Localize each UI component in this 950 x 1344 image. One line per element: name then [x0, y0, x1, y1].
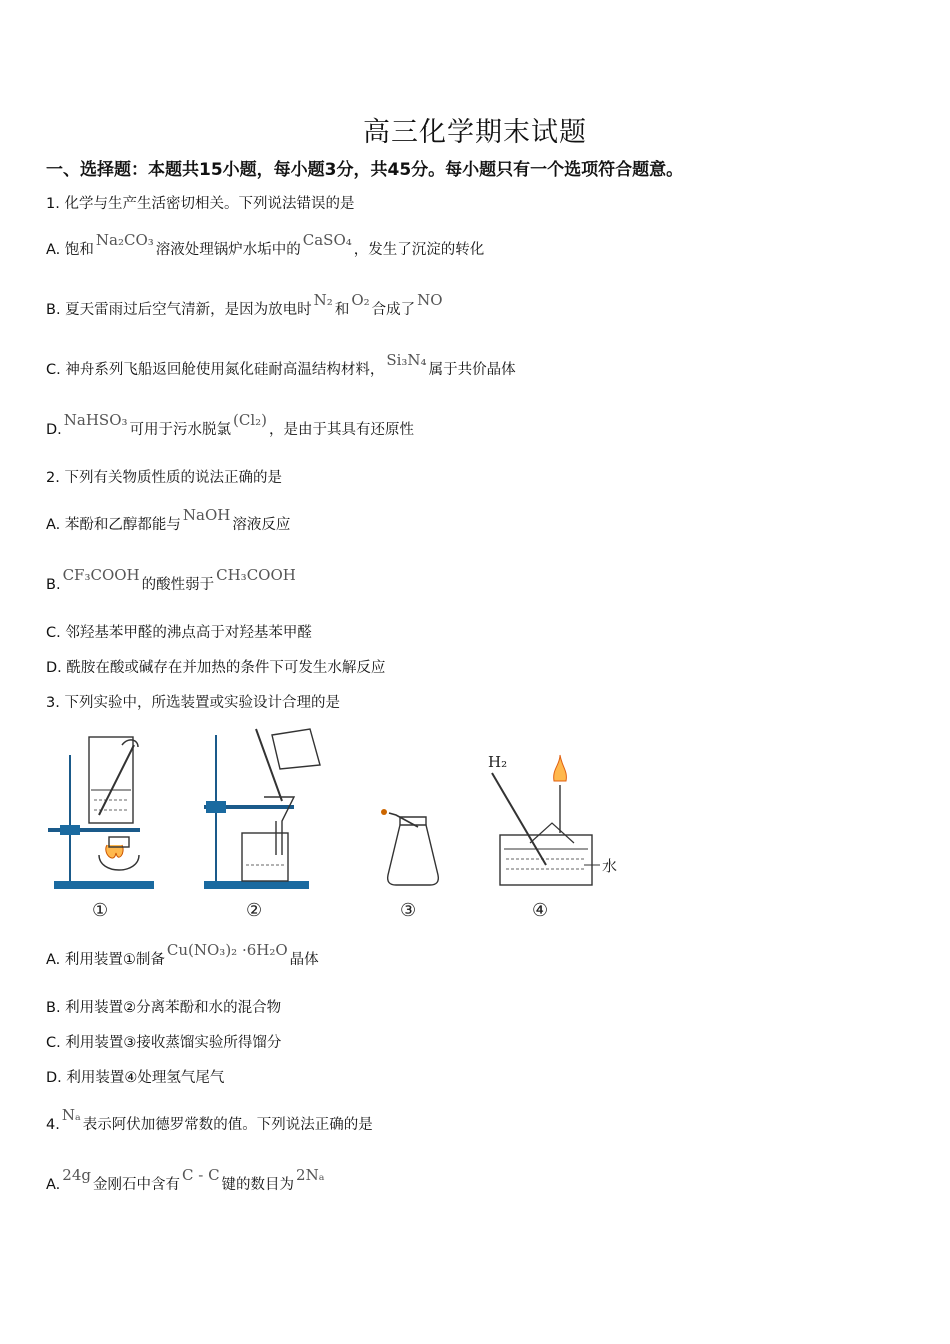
- option-text: 溶液处理锅炉水垢中的: [155, 242, 301, 258]
- option-text: C. 神舟系列飞船返回舱使用氮化硅耐高温结构材料，: [46, 362, 385, 378]
- question-2-option-b: [46, 566, 298, 594]
- option-text: D.: [46, 422, 62, 438]
- formula: CaSO₄: [302, 231, 352, 249]
- formula: Nₐ: [61, 1106, 81, 1124]
- question-3-option-c: C. 利用装置③接收蒸馏实验所得馏分: [46, 1035, 282, 1051]
- apparatus-figure: [44, 725, 644, 925]
- formula: NaHSO₃: [63, 411, 128, 429]
- question-3-stem: 3. 下列实验中，所选装置或实验设计合理的是: [46, 695, 340, 711]
- option-text: 金刚石中含有: [92, 1177, 180, 1193]
- option-text: 键的数目为: [221, 1177, 295, 1193]
- question-number: 4.: [46, 1117, 60, 1133]
- option-text: 可用于污水脱氯: [129, 422, 232, 438]
- question-3-option-b: B. 利用装置②分离苯酚和水的混合物: [46, 1000, 282, 1016]
- figure-label-4: ④: [532, 900, 549, 921]
- figure-label-1: ①: [92, 900, 109, 921]
- figure-label-2: ②: [246, 900, 263, 921]
- formula: Si₃N₄: [386, 351, 427, 369]
- apparatus-1: [48, 737, 154, 889]
- option-text: 晶体: [289, 952, 319, 968]
- option-text: 溶液反应: [232, 517, 291, 533]
- question-1-option-c: [46, 351, 516, 379]
- question-3-option-d: D. 利用装置④处理氢气尾气: [46, 1070, 225, 1086]
- apparatus-3: [381, 809, 438, 885]
- figure-label-3: ③: [400, 900, 417, 921]
- formula: 2Nₐ: [296, 1166, 325, 1184]
- question-4-stem: [46, 1106, 373, 1134]
- formula: O₂: [351, 291, 370, 309]
- option-text: B. 夏天雷雨过后空气清新，是因为放电时: [46, 302, 312, 318]
- section-heading: 一、选择题：本题共15小题，每小题3分，共45分。每小题只有一个选项符合题意。: [46, 160, 684, 180]
- option-text: A.: [46, 1177, 61, 1193]
- formula: CF₃COOH: [62, 566, 140, 584]
- apparatus-4: [492, 755, 600, 885]
- question-text: 表示阿伏加德罗常数的值。下列说法正确的是: [82, 1117, 373, 1133]
- question-1-stem: 1. 化学与生产生活密切相关。下列说法错误的是: [46, 196, 355, 212]
- option-text: 属于共价晶体: [428, 362, 516, 378]
- question-2-stem: 2. 下列有关物质性质的说法正确的是: [46, 470, 282, 486]
- page-title: 高三化学期末试题: [363, 117, 587, 148]
- formula: N₂: [313, 291, 333, 309]
- question-1-option-d: [46, 411, 415, 439]
- question-2-option-a: [46, 506, 291, 534]
- option-text: A. 利用装置①制备: [46, 952, 165, 968]
- question-2-option-d: D. 酰胺在酸或碱存在并加热的条件下可发生水解反应: [46, 660, 386, 676]
- option-text: ，是由于其具有还原性: [269, 422, 415, 438]
- formula: CH₃COOH: [216, 566, 296, 584]
- question-1-option-b: [46, 291, 445, 319]
- formula: 24g: [62, 1166, 91, 1184]
- apparatus-2: [204, 729, 320, 889]
- option-text: A. 饱和: [46, 242, 94, 258]
- option-text: A. 苯酚和乙醇都能与: [46, 517, 181, 533]
- formula: NO: [417, 291, 443, 309]
- option-text: 和: [334, 302, 350, 318]
- question-3-option-a: [46, 941, 319, 969]
- formula: (Cl₂): [233, 411, 268, 429]
- option-text: ，发生了沉淀的转化: [353, 242, 485, 258]
- water-label: 水: [602, 857, 618, 875]
- option-text: B.: [46, 577, 61, 593]
- question-1-option-a: [46, 231, 485, 259]
- formula: NaOH: [182, 506, 231, 524]
- formula: Na₂CO₃: [95, 231, 154, 249]
- question-4-option-a: [46, 1166, 327, 1194]
- formula: Cu(NO₃)₂ ·6H₂O: [166, 941, 288, 959]
- hydrogen-label: H₂: [488, 753, 508, 771]
- option-text: 的酸性弱于: [141, 577, 215, 593]
- formula: C - C: [181, 1166, 220, 1184]
- option-text: 合成了: [371, 302, 416, 318]
- question-2-option-c: C. 邻羟基苯甲醛的沸点高于对羟基苯甲醛: [46, 625, 312, 641]
